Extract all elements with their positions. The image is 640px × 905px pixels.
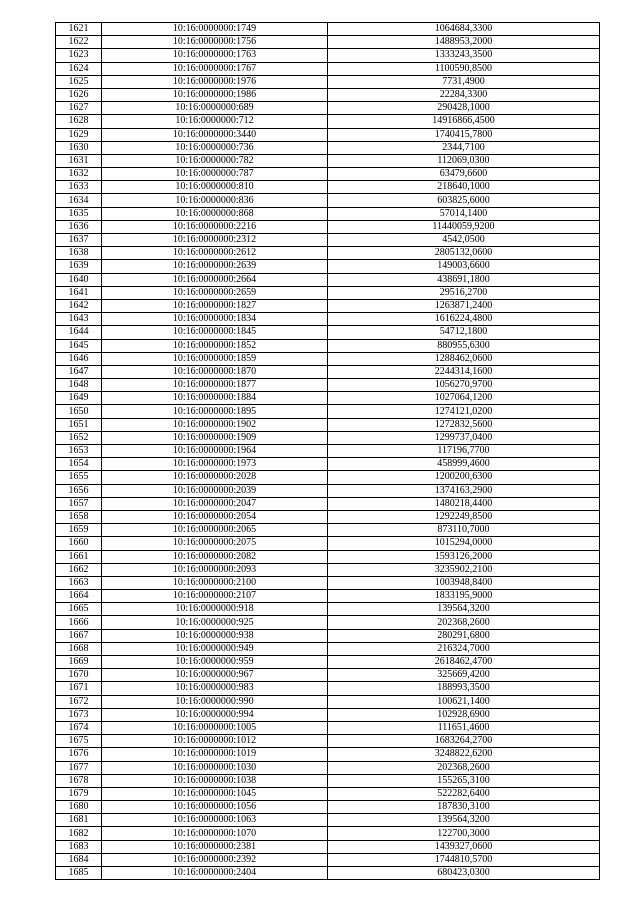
table-row [56, 352, 600, 365]
table-row [56, 814, 600, 827]
cadastral-number-cell: 10:16:0000000:1038 [102, 774, 328, 787]
cadastral-number-cell: 10:16:0000000:1763 [102, 49, 328, 62]
table-row [56, 682, 600, 695]
cadastral-number-cell: 10:16:0000000:949 [102, 642, 328, 655]
row-number-cell: 1624 [56, 62, 102, 75]
row-number-cell: 1667 [56, 629, 102, 642]
value-cell: 1488953,2000 [328, 36, 600, 49]
row-number-cell: 1647 [56, 365, 102, 378]
table-row [56, 629, 600, 642]
table-row [56, 418, 600, 431]
value-cell: 290428,1000 [328, 102, 600, 115]
table-row [56, 616, 600, 629]
value-cell: 117196,7700 [328, 445, 600, 458]
cadastral-number-cell: 10:16:0000000:990 [102, 695, 328, 708]
row-number-cell: 1655 [56, 471, 102, 484]
table-row [56, 497, 600, 510]
table-row [56, 115, 600, 128]
cadastral-number-cell: 10:16:0000000:1859 [102, 352, 328, 365]
value-cell: 14916866,4500 [328, 115, 600, 128]
cadastral-number-cell: 10:16:0000000:2659 [102, 286, 328, 299]
cadastral-number-cell: 10:16:0000000:2404 [102, 867, 328, 880]
value-cell: 22284,3300 [328, 88, 600, 101]
value-cell: 1744810,5700 [328, 853, 600, 866]
table-row [56, 445, 600, 458]
table-row [56, 102, 600, 115]
row-number-cell: 1659 [56, 524, 102, 537]
row-number-cell: 1635 [56, 207, 102, 220]
value-cell: 218640,1000 [328, 181, 600, 194]
cadastral-number-cell: 10:16:0000000:1749 [102, 23, 328, 36]
row-number-cell: 1685 [56, 867, 102, 880]
row-number-cell: 1669 [56, 656, 102, 669]
table-row [56, 379, 600, 392]
row-number-cell: 1664 [56, 590, 102, 603]
row-number-cell: 1661 [56, 550, 102, 563]
row-number-cell: 1680 [56, 801, 102, 814]
cadastral-number-cell: 10:16:0000000:1030 [102, 761, 328, 774]
table-row [56, 194, 600, 207]
row-number-cell: 1663 [56, 576, 102, 589]
row-number-cell: 1627 [56, 102, 102, 115]
cadastral-number-cell: 10:16:0000000:1986 [102, 88, 328, 101]
value-cell: 325669,4200 [328, 669, 600, 682]
cadastral-number-cell: 10:16:0000000:2612 [102, 247, 328, 260]
table-row [56, 234, 600, 247]
cadastral-number-cell: 10:16:0000000:868 [102, 207, 328, 220]
row-number-cell: 1642 [56, 299, 102, 312]
table-row [56, 656, 600, 669]
cadastral-number-cell: 10:16:0000000:2639 [102, 260, 328, 273]
value-cell: 1015294,0000 [328, 537, 600, 550]
cadastral-number-cell: 10:16:0000000:787 [102, 168, 328, 181]
value-cell: 2344,7100 [328, 141, 600, 154]
row-number-cell: 1652 [56, 431, 102, 444]
cadastral-number-cell: 10:16:0000000:994 [102, 708, 328, 721]
value-cell: 1292249,8500 [328, 510, 600, 523]
row-number-cell: 1629 [56, 128, 102, 141]
table-row [56, 392, 600, 405]
row-number-cell: 1676 [56, 748, 102, 761]
cadastral-number-cell: 10:16:0000000:1852 [102, 339, 328, 352]
value-cell: 63479,6600 [328, 168, 600, 181]
cadastral-number-cell: 10:16:0000000:1005 [102, 721, 328, 734]
row-number-cell: 1654 [56, 458, 102, 471]
table-row [56, 23, 600, 36]
table-row [56, 695, 600, 708]
table-row [56, 36, 600, 49]
row-number-cell: 1673 [56, 708, 102, 721]
cadastral-number-cell: 10:16:0000000:918 [102, 603, 328, 616]
value-cell: 438691,1800 [328, 273, 600, 286]
row-number-cell: 1681 [56, 814, 102, 827]
cadastral-number-cell: 10:16:0000000:3440 [102, 128, 328, 141]
value-cell: 216324,7000 [328, 642, 600, 655]
cadastral-number-cell: 10:16:0000000:1827 [102, 299, 328, 312]
cadastral-number-cell: 10:16:0000000:1964 [102, 445, 328, 458]
row-number-cell: 1645 [56, 339, 102, 352]
cadastral-number-cell: 10:16:0000000:2392 [102, 853, 328, 866]
cadastral-number-cell: 10:16:0000000:1063 [102, 814, 328, 827]
table-row [56, 273, 600, 286]
value-cell: 1003948,8400 [328, 576, 600, 589]
table-row [56, 75, 600, 88]
cadastral-number-cell: 10:16:0000000:2312 [102, 234, 328, 247]
table-row [56, 576, 600, 589]
row-number-cell: 1674 [56, 721, 102, 734]
row-number-cell: 1683 [56, 840, 102, 853]
cadastral-number-cell: 10:16:0000000:1056 [102, 801, 328, 814]
value-cell: 2244314,1600 [328, 365, 600, 378]
row-number-cell: 1672 [56, 695, 102, 708]
cadastral-number-cell: 10:16:0000000:967 [102, 669, 328, 682]
table-body [56, 23, 600, 880]
row-number-cell: 1632 [56, 168, 102, 181]
cadastral-number-cell: 10:16:0000000:782 [102, 154, 328, 167]
table-row [56, 708, 600, 721]
value-cell: 7731,4900 [328, 75, 600, 88]
table-row [56, 787, 600, 800]
cadastral-number-cell: 10:16:0000000:2075 [102, 537, 328, 550]
value-cell: 3248822,6200 [328, 748, 600, 761]
cadastral-number-cell: 10:16:0000000:1877 [102, 379, 328, 392]
value-cell: 155265,3100 [328, 774, 600, 787]
cadastral-number-cell: 10:16:0000000:2664 [102, 273, 328, 286]
table-row [56, 774, 600, 787]
table-row [56, 154, 600, 167]
cadastral-number-cell: 10:16:0000000:1045 [102, 787, 328, 800]
table-row [56, 49, 600, 62]
table-row [56, 867, 600, 880]
cadastral-number-cell: 10:16:0000000:810 [102, 181, 328, 194]
cadastral-number-cell: 10:16:0000000:712 [102, 115, 328, 128]
value-cell: 1064684,3300 [328, 23, 600, 36]
cadastral-number-cell: 10:16:0000000:938 [102, 629, 328, 642]
cadastral-number-cell: 10:16:0000000:2028 [102, 471, 328, 484]
value-cell: 880955,6300 [328, 339, 600, 352]
row-number-cell: 1670 [56, 669, 102, 682]
value-cell: 1616224,4800 [328, 313, 600, 326]
row-number-cell: 1657 [56, 497, 102, 510]
cadastral-number-cell: 10:16:0000000:689 [102, 102, 328, 115]
value-cell: 2805132,0600 [328, 247, 600, 260]
value-cell: 102928,6900 [328, 708, 600, 721]
cadastral-number-cell: 10:16:0000000:736 [102, 141, 328, 154]
row-number-cell: 1630 [56, 141, 102, 154]
cadastral-number-cell: 10:16:0000000:2039 [102, 484, 328, 497]
row-number-cell: 1678 [56, 774, 102, 787]
cadastral-number-cell: 10:16:0000000:959 [102, 656, 328, 669]
value-cell: 522282,6400 [328, 787, 600, 800]
row-number-cell: 1633 [56, 181, 102, 194]
table-row [56, 299, 600, 312]
cadastral-number-cell: 10:16:0000000:2381 [102, 840, 328, 853]
value-cell: 1288462,0600 [328, 352, 600, 365]
table-row [56, 247, 600, 260]
cadastral-number-cell: 10:16:0000000:1845 [102, 326, 328, 339]
value-cell: 57014,1400 [328, 207, 600, 220]
value-cell: 458999,4600 [328, 458, 600, 471]
table-row [56, 840, 600, 853]
row-number-cell: 1668 [56, 642, 102, 655]
table-row [56, 286, 600, 299]
value-cell: 4542,0500 [328, 234, 600, 247]
table-row [56, 431, 600, 444]
value-cell: 100621,1400 [328, 695, 600, 708]
table-row [56, 590, 600, 603]
row-number-cell: 1684 [56, 853, 102, 866]
table-row [56, 62, 600, 75]
value-cell: 1056270,9700 [328, 379, 600, 392]
table-row [56, 603, 600, 616]
cadastral-number-cell: 10:16:0000000:2107 [102, 590, 328, 603]
table-row [56, 458, 600, 471]
cadastral-number-cell: 10:16:0000000:1976 [102, 75, 328, 88]
row-number-cell: 1679 [56, 787, 102, 800]
table-row [56, 181, 600, 194]
table-row [56, 669, 600, 682]
row-number-cell: 1651 [56, 418, 102, 431]
cadastral-number-cell: 10:16:0000000:2065 [102, 524, 328, 537]
value-cell: 1480218,4400 [328, 497, 600, 510]
value-cell: 1439327,0600 [328, 840, 600, 853]
row-number-cell: 1658 [56, 510, 102, 523]
row-number-cell: 1628 [56, 115, 102, 128]
row-number-cell: 1648 [56, 379, 102, 392]
cadastral-table [55, 22, 600, 880]
row-number-cell: 1649 [56, 392, 102, 405]
row-number-cell: 1621 [56, 23, 102, 36]
row-number-cell: 1675 [56, 735, 102, 748]
table-row [56, 761, 600, 774]
row-number-cell: 1625 [56, 75, 102, 88]
table-row [56, 537, 600, 550]
table-row [56, 524, 600, 537]
value-cell: 1272832,5600 [328, 418, 600, 431]
cadastral-number-cell: 10:16:0000000:2100 [102, 576, 328, 589]
row-number-cell: 1641 [56, 286, 102, 299]
row-number-cell: 1638 [56, 247, 102, 260]
value-cell: 1374163,2900 [328, 484, 600, 497]
value-cell: 680423,0300 [328, 867, 600, 880]
value-cell: 111651,4600 [328, 721, 600, 734]
row-number-cell: 1623 [56, 49, 102, 62]
value-cell: 187830,3100 [328, 801, 600, 814]
value-cell: 1299737,0400 [328, 431, 600, 444]
table-row [56, 365, 600, 378]
value-cell: 149003,6600 [328, 260, 600, 273]
value-cell: 1263871,2400 [328, 299, 600, 312]
cadastral-number-cell: 10:16:0000000:2054 [102, 510, 328, 523]
row-number-cell: 1643 [56, 313, 102, 326]
row-number-cell: 1639 [56, 260, 102, 273]
cadastral-number-cell: 10:16:0000000:1756 [102, 36, 328, 49]
table-row [56, 484, 600, 497]
cadastral-number-cell: 10:16:0000000:1012 [102, 735, 328, 748]
row-number-cell: 1662 [56, 563, 102, 576]
value-cell: 1027064,1200 [328, 392, 600, 405]
cadastral-number-cell: 10:16:0000000:1070 [102, 827, 328, 840]
table-row [56, 642, 600, 655]
row-number-cell: 1626 [56, 88, 102, 101]
value-cell: 54712,1800 [328, 326, 600, 339]
row-number-cell: 1677 [56, 761, 102, 774]
cadastral-number-cell: 10:16:0000000:2047 [102, 497, 328, 510]
row-number-cell: 1650 [56, 405, 102, 418]
value-cell: 1100590,8500 [328, 62, 600, 75]
value-cell: 873110,7000 [328, 524, 600, 537]
cadastral-number-cell: 10:16:0000000:1767 [102, 62, 328, 75]
value-cell: 1200200,6300 [328, 471, 600, 484]
value-cell: 1833195,9000 [328, 590, 600, 603]
cadastral-number-cell: 10:16:0000000:2082 [102, 550, 328, 563]
table-row [56, 510, 600, 523]
row-number-cell: 1671 [56, 682, 102, 695]
table-row [56, 313, 600, 326]
table-row [56, 405, 600, 418]
table-row [56, 168, 600, 181]
value-cell: 1593126,2000 [328, 550, 600, 563]
table-row [56, 207, 600, 220]
value-cell: 139564,3200 [328, 814, 600, 827]
row-number-cell: 1644 [56, 326, 102, 339]
table-row [56, 220, 600, 233]
row-number-cell: 1665 [56, 603, 102, 616]
table-row [56, 748, 600, 761]
cadastral-number-cell: 10:16:0000000:925 [102, 616, 328, 629]
value-cell: 122700,3000 [328, 827, 600, 840]
value-cell: 3235902,2100 [328, 563, 600, 576]
row-number-cell: 1631 [56, 154, 102, 167]
value-cell: 1333243,3500 [328, 49, 600, 62]
value-cell: 603825,6000 [328, 194, 600, 207]
row-number-cell: 1682 [56, 827, 102, 840]
cadastral-number-cell: 10:16:0000000:983 [102, 682, 328, 695]
row-number-cell: 1646 [56, 352, 102, 365]
table-row [56, 735, 600, 748]
table-row [56, 326, 600, 339]
row-number-cell: 1636 [56, 220, 102, 233]
row-number-cell: 1660 [56, 537, 102, 550]
value-cell: 280291,6800 [328, 629, 600, 642]
table-row [56, 801, 600, 814]
row-number-cell: 1622 [56, 36, 102, 49]
cadastral-number-cell: 10:16:0000000:1895 [102, 405, 328, 418]
value-cell: 202368,2600 [328, 761, 600, 774]
table-row [56, 853, 600, 866]
value-cell: 139564,3200 [328, 603, 600, 616]
row-number-cell: 1637 [56, 234, 102, 247]
cadastral-number-cell: 10:16:0000000:2093 [102, 563, 328, 576]
value-cell: 1274121,0200 [328, 405, 600, 418]
table-row [56, 471, 600, 484]
value-cell: 1740415,7800 [328, 128, 600, 141]
row-number-cell: 1656 [56, 484, 102, 497]
cadastral-number-cell: 10:16:0000000:1902 [102, 418, 328, 431]
cadastral-number-cell: 10:16:0000000:836 [102, 194, 328, 207]
value-cell: 11440059,9200 [328, 220, 600, 233]
value-cell: 202368,2600 [328, 616, 600, 629]
cadastral-number-cell: 10:16:0000000:1973 [102, 458, 328, 471]
row-number-cell: 1640 [56, 273, 102, 286]
value-cell: 1683264,2700 [328, 735, 600, 748]
row-number-cell: 1634 [56, 194, 102, 207]
value-cell: 112069,0300 [328, 154, 600, 167]
cadastral-number-cell: 10:16:0000000:1019 [102, 748, 328, 761]
table-row [56, 260, 600, 273]
value-cell: 2618462,4700 [328, 656, 600, 669]
table-row [56, 721, 600, 734]
table-row [56, 128, 600, 141]
row-number-cell: 1666 [56, 616, 102, 629]
table-row [56, 550, 600, 563]
table-row [56, 141, 600, 154]
cadastral-number-cell: 10:16:0000000:1834 [102, 313, 328, 326]
table-row [56, 563, 600, 576]
cadastral-number-cell: 10:16:0000000:1884 [102, 392, 328, 405]
value-cell: 188993,3500 [328, 682, 600, 695]
cadastral-number-cell: 10:16:0000000:1909 [102, 431, 328, 444]
table-row [56, 339, 600, 352]
cadastral-number-cell: 10:16:0000000:2216 [102, 220, 328, 233]
table-row [56, 827, 600, 840]
cadastral-number-cell: 10:16:0000000:1870 [102, 365, 328, 378]
value-cell: 29516,2700 [328, 286, 600, 299]
row-number-cell: 1653 [56, 445, 102, 458]
table-row [56, 88, 600, 101]
